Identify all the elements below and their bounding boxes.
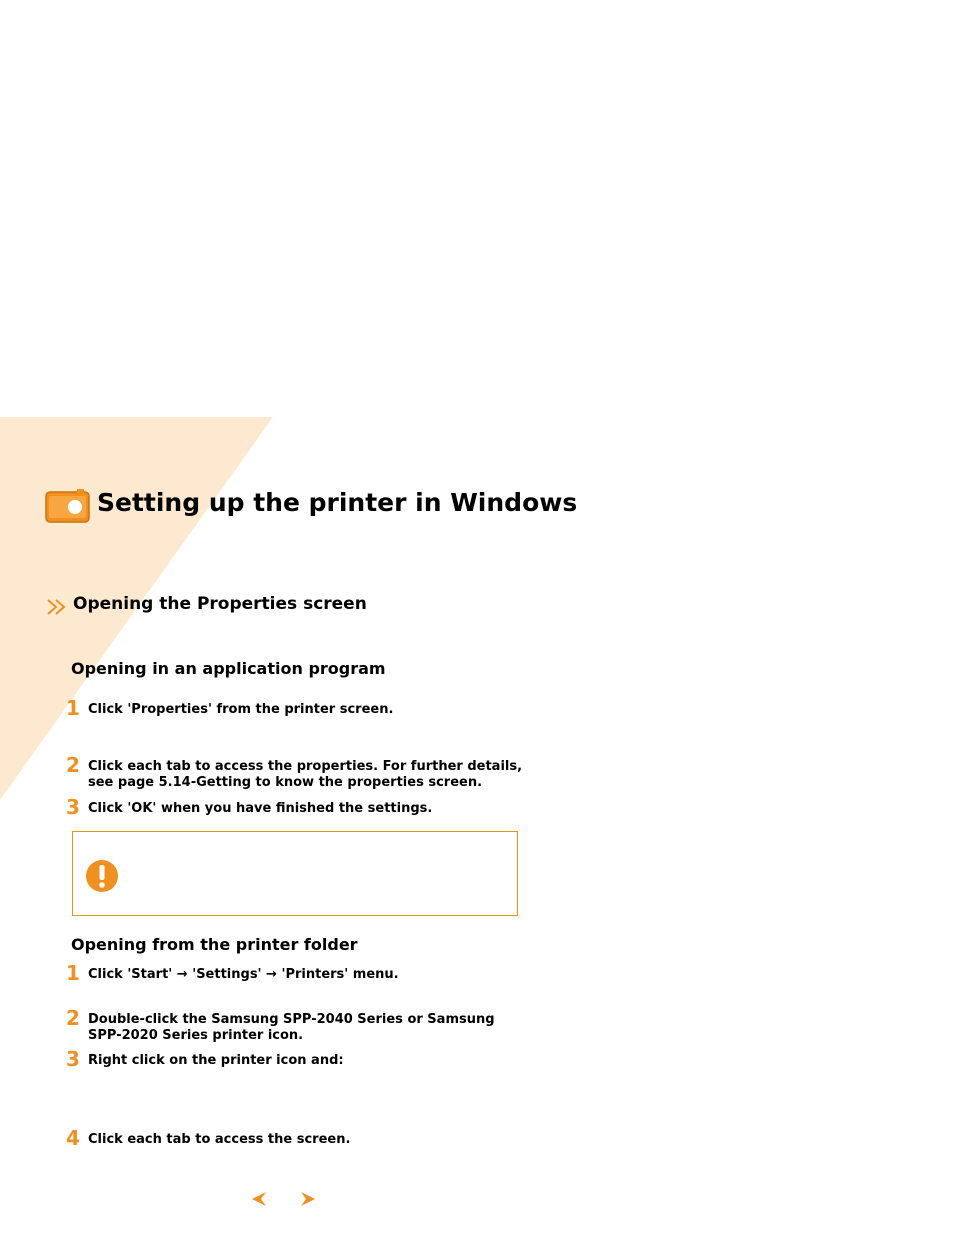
step-number: 4 xyxy=(66,1126,80,1150)
step-text: Click each tab to access the properties. For further details, see page 5.14-Getting to know the properties screen. xyxy=(88,759,523,790)
exclamation-icon xyxy=(85,859,119,893)
subheading-app-program: Opening in an application program xyxy=(71,659,386,678)
step-text: Click 'Start' → 'Settings' → 'Printers' menu. xyxy=(88,967,399,982)
step-number: 3 xyxy=(66,1047,80,1071)
page-title: Setting up the printer in Windows xyxy=(97,488,578,517)
step-number: 1 xyxy=(66,961,80,985)
step-number: 2 xyxy=(66,1006,80,1030)
step-text: Click 'OK' when you have finished the settings. xyxy=(88,801,433,816)
subheading-printer-folder: Opening from the printer folder xyxy=(71,935,358,954)
step-number: 1 xyxy=(66,696,80,720)
step-text: Click 'Properties' from the printer screen. xyxy=(88,702,394,717)
step-text: Click each tab to access the screen. xyxy=(88,1132,351,1147)
note-box xyxy=(72,831,518,916)
step-number: 2 xyxy=(66,753,80,777)
arrow-left-icon[interactable] xyxy=(250,1190,268,1208)
step-text: Double-click the Samsung SPP-2040 Series or Samsung SPP-2020 Series printer icon. xyxy=(88,1012,495,1043)
section-heading: Opening the Properties screen xyxy=(73,594,367,614)
double-chevron-icon xyxy=(46,598,68,616)
step-number: 3 xyxy=(66,795,80,819)
arrow-right-icon[interactable] xyxy=(299,1190,317,1208)
step-text: Right click on the printer icon and: xyxy=(88,1053,344,1068)
camera-icon xyxy=(45,488,91,524)
